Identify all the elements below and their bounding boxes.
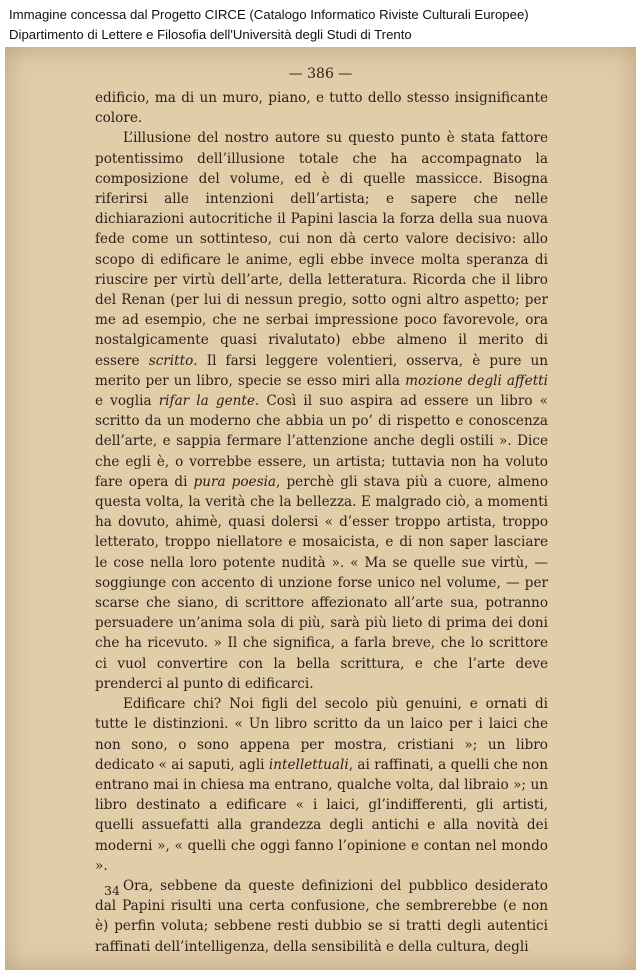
italic-run: pura poesia — [193, 473, 277, 490]
paragraph-2 — [95, 128, 548, 694]
italic-run: rifar la gente — [158, 393, 255, 410]
paragraph-1 — [95, 88, 548, 128]
text-run: . Il farsi leggere volentieri, osserva, è pure un merito per un libro, specie se esso miri alla — [95, 352, 549, 389]
source-banner — [0, 0, 640, 48]
text-run: . Così il suo aspira ad essere un libro « scritto da un moderno che abbia un po’ di rispetto e conoscenza dell’arte, e sappia fermare l’attenzione anche degli ostili ». Dice che egli è, o vorrebbe essere, un artista; tuttavia non ha voluto fare opera di — [95, 393, 548, 490]
banner-line-1: Immagine concessa dal Progetto CIRCE (Catalogo Informatico Riviste Culturali Europee) — [9, 7, 529, 22]
italic-run: scritto — [148, 352, 194, 369]
text-run: , ai raffinati, a quelli che non entrano mai in chiesa ma entrano, qualche volta, dal libraio »; un libro destinato a edificare « i laici, gl’indifferenti, gli artisti, quelli assuefatti alla grandezza degli antichi e alla novità dei moderni », « quelli che oggi fanno l’opinione e contan nel mondo ». — [95, 756, 548, 874]
text-run: e voglia — [95, 393, 159, 410]
italic-run: mozione degli affetti — [405, 372, 548, 389]
scanned-page — [5, 47, 636, 970]
paragraph-4 — [95, 876, 548, 957]
text-run: edificio, ma di un muro, piano, e tutto dello stesso insignificante colore. — [95, 90, 548, 127]
text-run: , perchè gli stava più a cuore, almeno questa volta, la verità che la bellezza. E malgrado ciò, a momenti ha dovuto, ahimè, quasi dolersi « d’esser troppo artista, troppo letterato, troppo niellatore e mosaicista, e di non saper lasciare le cose nella loro potente nudità ». « Ma se quelle sue virtù, — soggiunge con accento di unzione forse unico nel volume, — per scarse che siano, di scrittore affezionato all’arte sua, potranno persuadere un’anima sola di più, sarà più lieto di prima dei doni che ha ricevuto. » Il che significa, a farla breve, che lo scrittore ci vuol convertire con la bella scrittura, e che l’arte deve prenderci al punto di edificarci. — [95, 473, 548, 692]
italic-run: intellettuali — [268, 756, 349, 773]
signature-number: 34 — [104, 883, 120, 898]
paragraph-3 — [95, 694, 548, 876]
body-text — [95, 88, 548, 957]
text-run: Edificare chi? Noi figli del secolo più genuini, e ornati di tutte le distinzioni. « Un libro scritto da un laico per i laici che non sono, o sono appena per mostra, cristiani »; un libro dedicato « ai saputi, agli — [95, 696, 548, 773]
text-run: Ora, sebbene da queste definizioni del pubblico desiderato dal Papini risulti una certa confusione, che sembrerebbe (e non è) perfin voluta; sebbene resti dubbio se si tratti degli autentici raffinati dell’intelligenza, della sensibilità e della cultura, degli — [95, 877, 548, 955]
banner-line-2: Dipartimento di Lettere e Filosofia dell'Università degli Studi di Trento — [9, 27, 412, 42]
page-header-number: — 386 — — [288, 66, 353, 82]
text-run: L’illusione del nostro autore su questo punto è stata fattore potentissimo dell’illusione totale che ha accompagnato la composizione del volume, ed è di quelle massicce. Bisogna riferirsi alle intenzioni dell’artista; e sapere che nelle dichiarazioni autocritiche il Papini lascia la forza della sua nuova fede come un sottinteso, cui non dà certo valore decisivo: allo scopo di edificare le anime, egli ebbe invece molta speranza di riuscire per virtù dell’arte, della letteratura. Ricorda che il libro del Renan (per lui di nessun pregio, sotto ogni altro aspetto; per me ad esempio, che ne serbai impressione poco favorevole, ora nostalgicamente quasi rivalutato) ebbe almeno il merito di essere — [95, 130, 548, 369]
